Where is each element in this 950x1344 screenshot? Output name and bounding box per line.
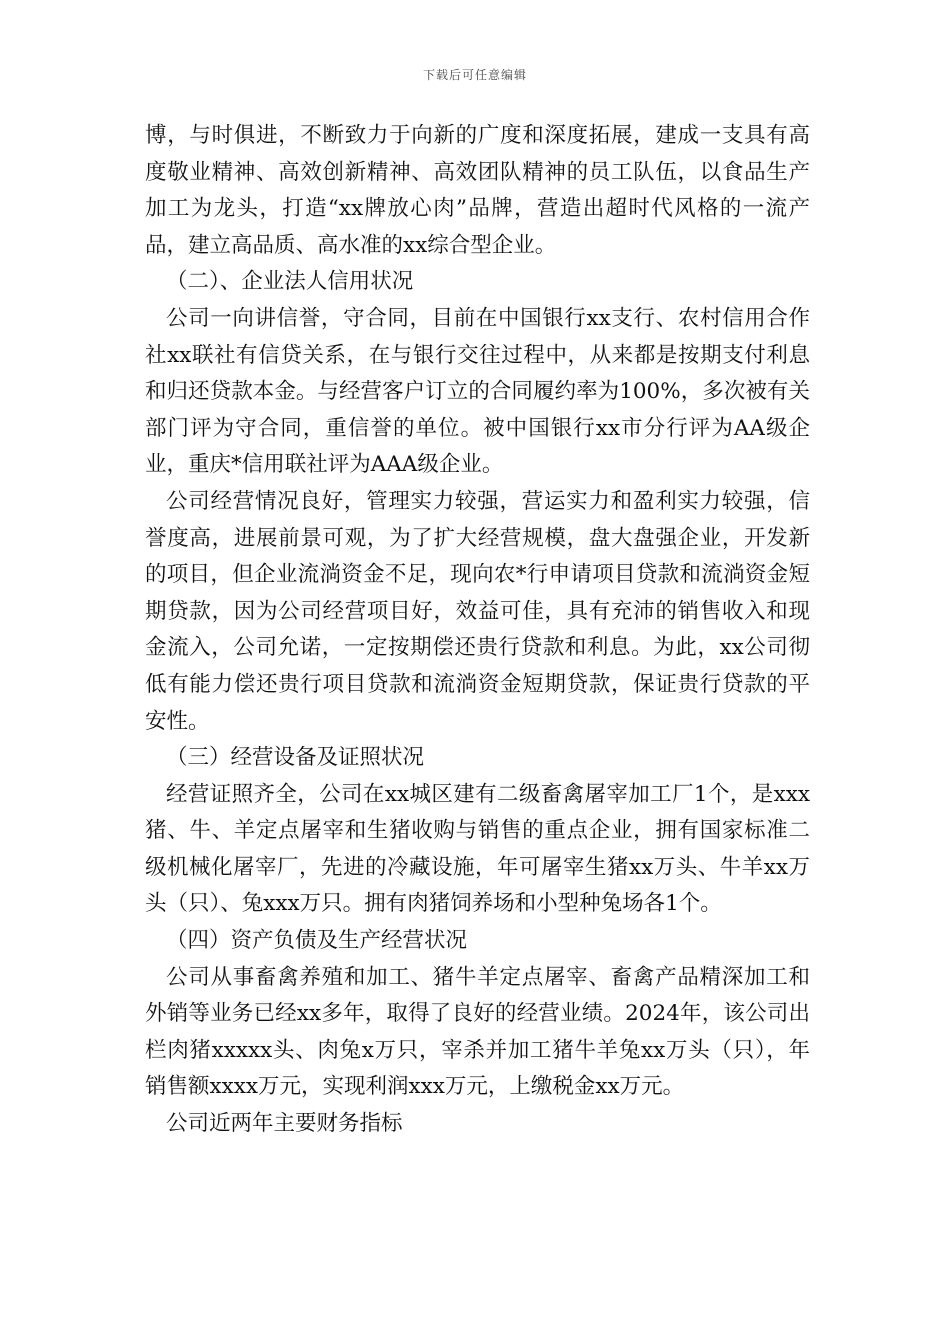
paragraph-financial-indicators: 公司近两年主要财务指标 (166, 1111, 403, 1137)
section-heading-equipment: （三）经营设备及证照状况 (166, 745, 425, 771)
paragraph-company-vision: 博，与时俱进，不断致力于向新的广度和深度拓展，建成一支具有高度敬业精神、高效创新精神、高效团队精神的员工队伍，以食品生产加工为龙头，打造“xx牌放心肉”品牌，营造出超时代风格的一流产品，建立高品质、高水准的xx综合型企业。 (145, 123, 810, 258)
section-heading-credit: （二）、企业法人信用状况 (166, 269, 414, 295)
document-body (145, 118, 810, 1143)
page-header: 下载后可任意编辑 (422, 68, 527, 82)
paragraph-equipment: 经营证照齐全，公司在xx城区建有二级畜禽屠宰加工厂1个，是xxx猪、牛、羊定点屠宰和生猪收购与销售的重点企业，拥有国家标准二级机械化屠宰厂，先进的冷藏设施，年可屠宰生猪xx万头、牛羊xx万头（只）、兔xxx万只。拥有肉猪饲养场和小型种兔场各1个。 (145, 781, 810, 917)
paragraph-credit: 公司一向讲信誉，守合同，目前在中国银行xx支行、农村信用合作社xx联社有信贷关系，在与银行交往过程中，从来都是按期支付利息和归还贷款本金。与经营客户订立的合同履约率为100%，多次被有关部门评为守合同，重信誉的单位。被中国银行xx市分行评为AA级企业，重庆*信用联社评为AAA级企业。 (145, 305, 810, 478)
paragraph-operations: 公司经营情况良好，管理实力较强，营运实力和盈利实力较强，信誉度高，进展前景可观，为了扩大经营规模，盘大盘强企业，开发新的项目，但企业流淌资金不足，现向农*行申请项目贷款和流淌资金短期贷款，因为公司经营项目好，效益可佳，具有充沛的销售收入和现金流入，公司允诺，一定按期偿还贵行贷款和利息。为此，xx公司彻低有能力偿还贵行项目贷款和流淌资金短期贷款，保证贵行贷款的平安性。 (145, 488, 810, 734)
paragraph-assets: 公司从事畜禽养殖和加工、猪牛羊定点屠宰、畜禽产品精深加工和外销等业务已经xx多年，取得了良好的经营业绩。2024年，该公司出栏肉猪xxxxx头、肉兔x万只，宰杀并加工猪牛羊兔xx万头（只），年销售额xxxx万元，实现利润xxx万元，上缴税金xx万元。 (145, 964, 810, 1100)
section-heading-assets: （四）资产负债及生产经营状况 (166, 928, 468, 954)
